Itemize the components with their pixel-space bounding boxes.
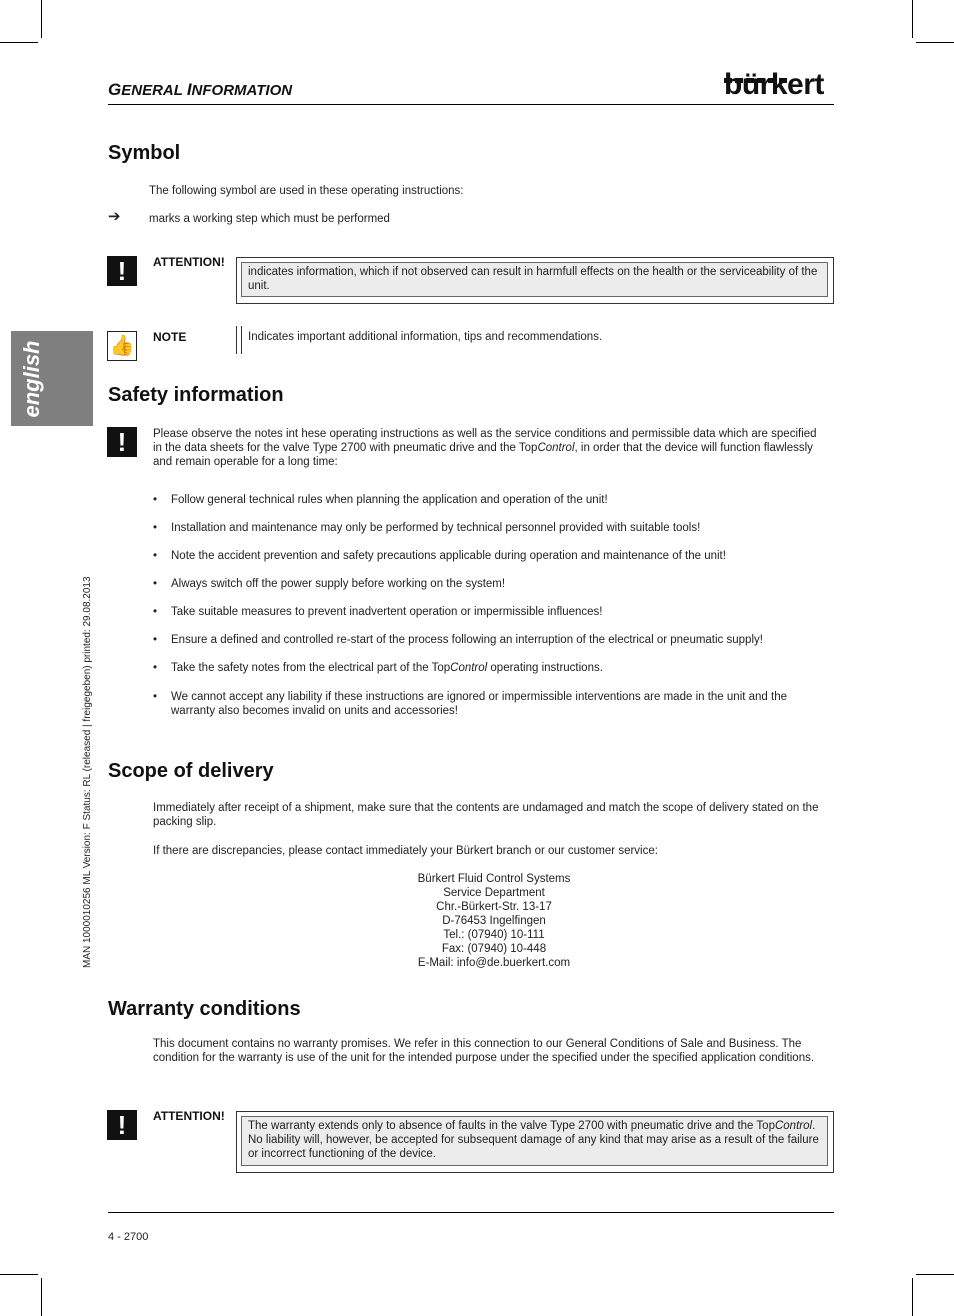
document-info-vertical: MAN 1000010256 ML Version: F Status: RL (released | freigegeben) printed: 29.08.2013 [82, 576, 93, 968]
arrow-explanation: marks a working step which must be performed [149, 213, 390, 225]
thumbs-up-icon: 👍 [107, 331, 137, 361]
delivery-para2: If there are discrepancies, please contact immediately your Bürkert branch or our customer service: [153, 845, 658, 857]
note-label: NOTE [153, 330, 187, 344]
address-line: Fax: (07940) 10-448 [441, 943, 547, 955]
address-line: Service Department [443, 887, 545, 899]
address-line: D-76453 Ingelfingen [442, 915, 546, 927]
note-divider [241, 326, 242, 354]
warranty-para: This document contains no warranty promises. We refer in this connection to our General Conditions of Sale and Business. The condition for the warranty is use of the unit for the intended purpose under the specified under the specified application conditions. [153, 1038, 815, 1064]
note-text: Indicates important additional information, tips and recommendations. [248, 331, 603, 343]
attention-text: The warranty extends only to absence of faults in the valve Type 2700 with pneumatic drive and the TopControl. No liability will, however, be accepted for subsequent damage of any kind that may arise as a result of the failure or incorrect functioning of the device. [241, 1116, 828, 1166]
list-item: • Note the accident prevention and safety precautions applicable during operation and maintenance of the unit! [153, 550, 726, 562]
list-item: • Take suitable measures to prevent inadvertent operation or impermissible influences! [153, 606, 603, 618]
crop-mark [41, 0, 42, 38]
address-line: Tel.: (07940) 10-111 [443, 929, 545, 941]
page-header-title: GENERAL INFORMATION [108, 80, 293, 99]
email-link[interactable]: E-Mail: info@de.buerkert.com [417, 957, 571, 969]
delivery-para1: Immediately after receipt of a shipment, make sure that the contents are undamaged and match the scope of delivery stated on the packing slip. [153, 802, 819, 828]
attention-label: ATTENTION! [153, 1109, 225, 1123]
list-item: • We cannot accept any liability if these instructions are ignored or impermissible interventions are made in the unit and the warranty also becomes invalid on units and accessories! [153, 691, 788, 717]
attention-label: ATTENTION! [153, 255, 225, 269]
delivery-heading: Scope of delivery [108, 760, 274, 782]
footer-rule [108, 1212, 834, 1213]
list-item: • Ensure a defined and controlled re-start of the process following an interruption of the electrical or pneumatic supply! [153, 634, 763, 646]
warning-icon: ! [107, 256, 137, 286]
safety-heading: Safety information [108, 384, 284, 406]
crop-mark [912, 0, 913, 38]
symbol-intro: The following symbol are used in these operating instructions: [149, 185, 464, 197]
address-line: Chr.-Bürkert-Str. 13-17 [436, 901, 552, 913]
warranty-heading: Warranty conditions [108, 998, 301, 1020]
burkert-logo: bürkert [724, 68, 824, 101]
header-rule [108, 104, 834, 105]
page-number: 4 - 2700 [108, 1231, 149, 1243]
address-line: Bürkert Fluid Control Systems [417, 873, 571, 885]
note-divider [236, 326, 237, 354]
crop-mark [41, 1278, 42, 1316]
attention-text: indicates information, which if not observed can result in harmfull effects on the health or the serviceability of the unit. [241, 262, 828, 297]
list-item: • Installation and maintenance may only be performed by technical personnel provided with suitable tools! [153, 522, 701, 534]
crop-mark [0, 42, 38, 43]
warning-icon: ! [107, 427, 137, 457]
list-item: • Follow general technical rules when planning the application and operation of the unit! [153, 494, 608, 506]
crop-mark [916, 1274, 954, 1275]
language-tab-label: english [19, 340, 44, 418]
arrow-icon: ➔ [108, 208, 121, 225]
warning-icon: ! [107, 1110, 137, 1140]
crop-mark [916, 42, 954, 43]
crop-mark [0, 1274, 38, 1275]
safety-intro: Please observe the notes int hese operating instructions as well as the service conditions and permissible data which are specified in the data sheets for the valve Type 2700 with pneumatic drive and the TopControl, in order that the device will function flawlessly and remain operable for a long time: [153, 428, 817, 468]
list-item: • Always switch off the power supply before working on the system! [153, 578, 506, 590]
list-item: • Take the safety notes from the electrical part of the TopControl operating instructions. [153, 662, 603, 674]
symbol-heading: Symbol [108, 142, 181, 164]
crop-mark [912, 1278, 913, 1316]
